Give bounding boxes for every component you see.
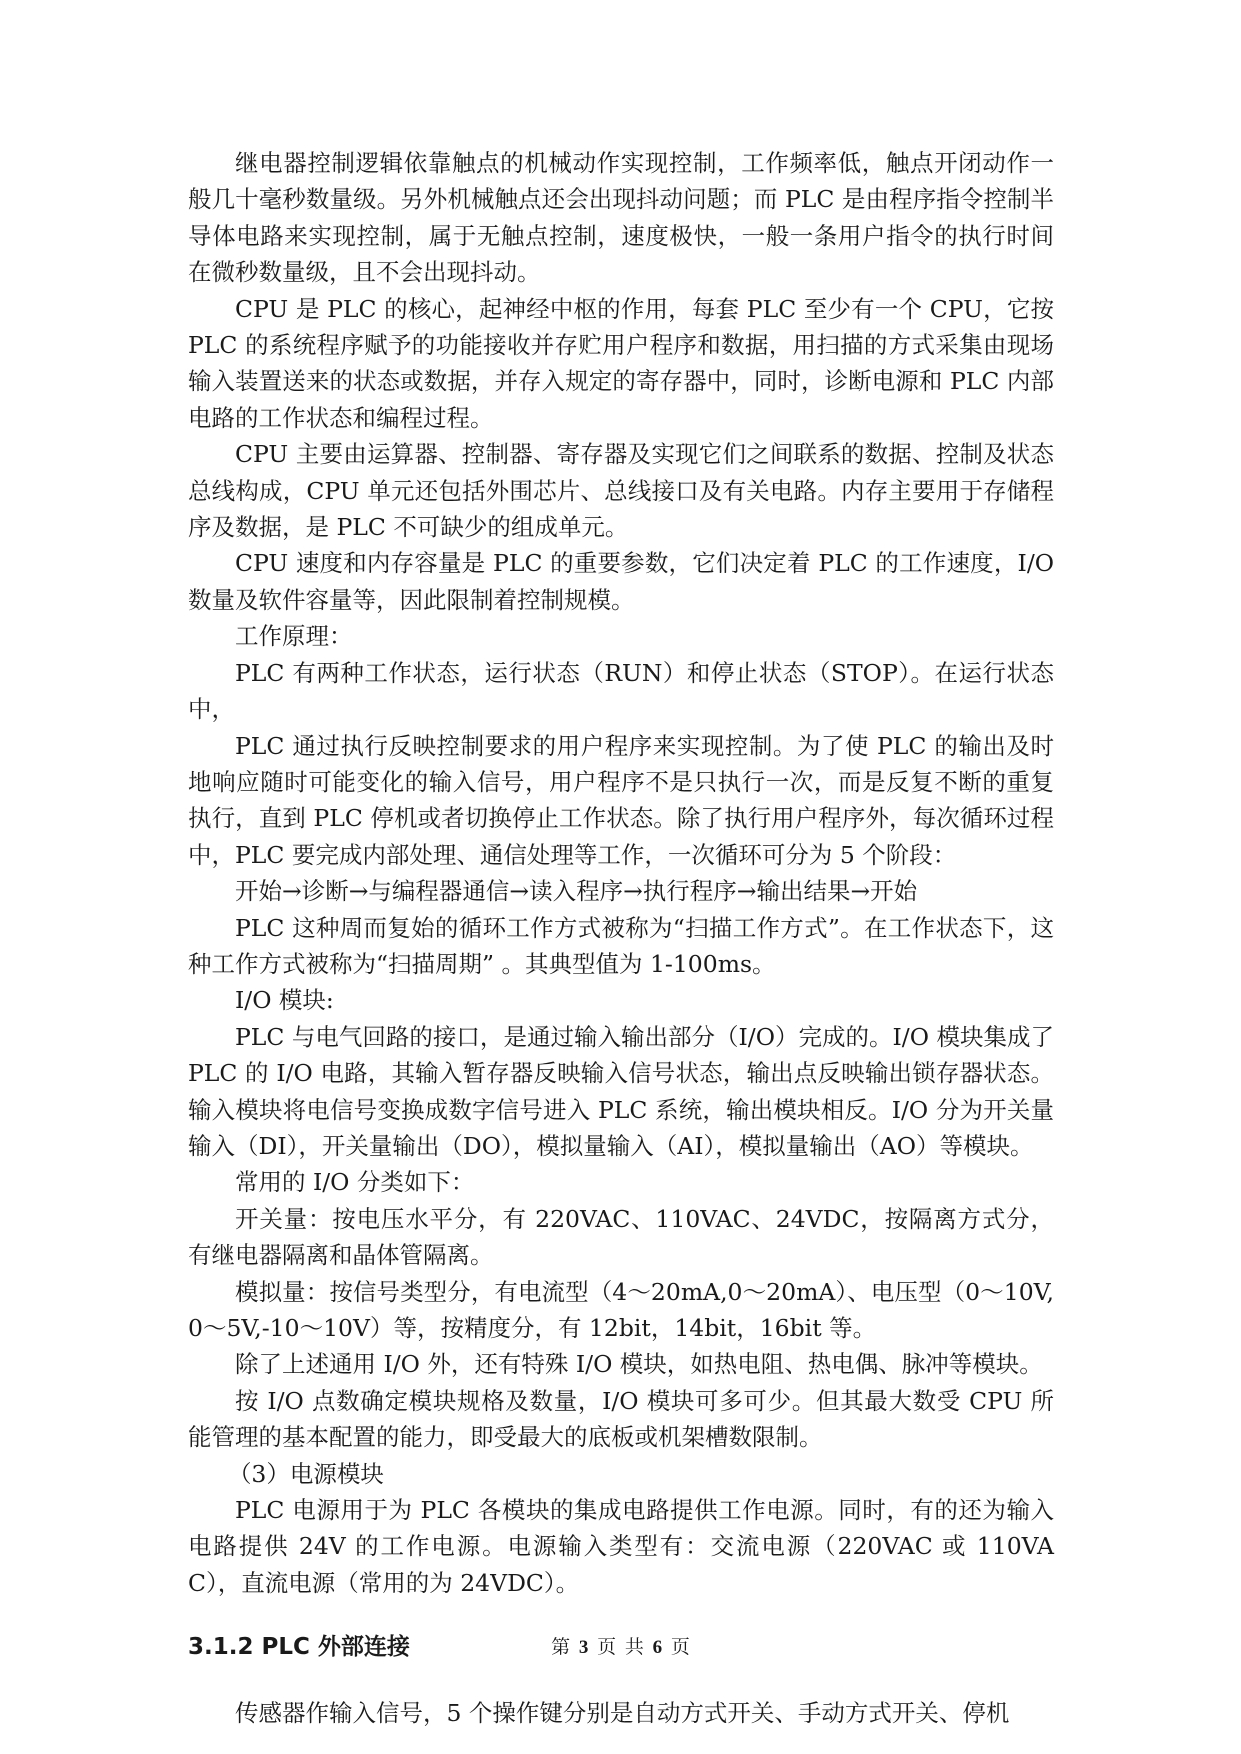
paragraph-working-principle-label: 工作原理： [235,622,353,651]
footer-total-pages: 6 [652,1637,663,1658]
paragraph-scan-stages: 开始→诊断→与编程器通信→读入程序→执行程序→输出结果→开始 [235,877,918,906]
paragraph-cpu-composition: CPU 主要由运算器、控制器、寄存器及实现它们之间联系的数据、控制及状态总线构成，CPU 单元还包括外围芯片、总线接口及有关电路。内存主要用于存储程序及数据，是 PLC 不可缺少的组成单元。 [188,440,1054,542]
footer-middle: 页 共 [597,1637,644,1658]
paragraph-scan-execution: PLC 通过执行反映控制要求的用户程序来实现控制。为了使 PLC 的输出及时地响应随时可能变化的输入信号，用户程序不是只执行一次，而是反复不断的重复执行，直到 PLC 停机或者切换停止工作状态。除了执行用户程序外，每次循环过程中，PLC 要完成内部处理、通信处理等工作，一次循环可分为 5 个阶段： [188,731,1054,869]
paragraph-relay-control: 继电器控制逻辑依靠触点的机械动作实现控制，工作频率低，触点开闭动作一般几十毫秒数量级。另外机械触点还会出现抖动问题；而 PLC 是由程序指令控制半导体电路来实现控制，属于无触点控制，速度极快，一般一条用户指令的执行时间在微秒数量级，且不会出现抖动。 [188,149,1054,287]
paragraph-analog-io: 模拟量：按信号类型分，有电流型（4～20mA,0～20mA）、电压型（0～10V,0～5V,-10～10V）等，按精度分，有 12bit，14bit，16bit 等。 [188,1277,1054,1342]
paragraph-power-supply: PLC 电源用于为 PLC 各模块的集成电路提供工作电源。同时，有的还为输入电路提供 24V 的工作电源。电源输入类型有：交流电源（220VAC 或 110VAC），直流电源（常用的为 24VDC）。 [188,1496,1054,1597]
document-body [188,145,1054,1732]
paragraph-scan-cycle: PLC 这种周而复始的循环工作方式被称为“扫描工作方式”。在工作状态下，这种工作方式被称为“扫描周期” 。其典型值为 1-100ms。 [188,913,1054,978]
paragraph-io-interface: PLC 与电气回路的接口，是通过输入输出部分（I/O）完成的。I/O 模块集成了 PLC 的 I/O 电路，其输入暂存器反映输入信号状态，输出点反映输出锁存器状态。输入模块将电信号变换成数字信号进入 PLC 系统，输出模块相反。I/O 分为开关量输入（DI），开关量输出（DO），模拟量输入（AI），模拟量输出（AO）等模块。 [188,1022,1054,1160]
paragraph-io-classification-label: 常用的 I/O 分类如下： [235,1168,475,1197]
footer-prefix: 第 [551,1637,571,1658]
section-heading: 3.1.2 PLC 外部连接 [188,1634,410,1661]
paragraph-working-states: PLC 有两种工作状态，运行状态（RUN）和停止状态（STOP）。在运行状态中， [188,658,1054,724]
paragraph-special-io: 除了上述通用 I/O 外，还有特殊 I/O 模块，如热电阻、热电偶、脉冲等模块。 [235,1350,1043,1379]
paragraph-external-connection: 传感器作输入信号，5 个操作键分别是自动方式开关、手动方式开关、停机 [235,1699,1010,1728]
footer-suffix: 页 [670,1637,690,1658]
page-footer [0,1632,1241,1659]
paragraph-digital-io: 开关量：按电压水平分，有 220VAC、110VAC、24VDC，按隔离方式分，有继电器隔离和晶体管隔离。 [188,1204,1054,1270]
paragraph-io-module-label: I/O 模块: [235,986,334,1015]
footer-page-number: 3 [578,1637,589,1658]
paragraph-cpu-core: CPU 是 PLC 的核心，起神经中枢的作用，每套 PLC 至少有一个 CPU，它按 PLC 的系统程序赋予的功能接收并存贮用户程序和数据，用扫描的方式采集由现场输入装置送来的状态或数据，并存入规定的寄存器中，同时，诊断电源和 PLC 内部电路的工作状态和编程过程。 [188,294,1054,432]
paragraph-cpu-speed: CPU 速度和内存容量是 PLC 的重要参数，它们决定着 PLC 的工作速度，I/O 数量及软件容量等，因此限制着控制规模。 [188,549,1054,614]
paragraph-io-count: 按 I/O 点数确定模块规格及数量，I/O 模块可多可少。但其最大数受 CPU 所能管理的基本配置的能力，即受最大的底板或机架槽数限制。 [188,1386,1054,1452]
paragraph-power-module-label: （3）电源模块 [227,1459,384,1488]
